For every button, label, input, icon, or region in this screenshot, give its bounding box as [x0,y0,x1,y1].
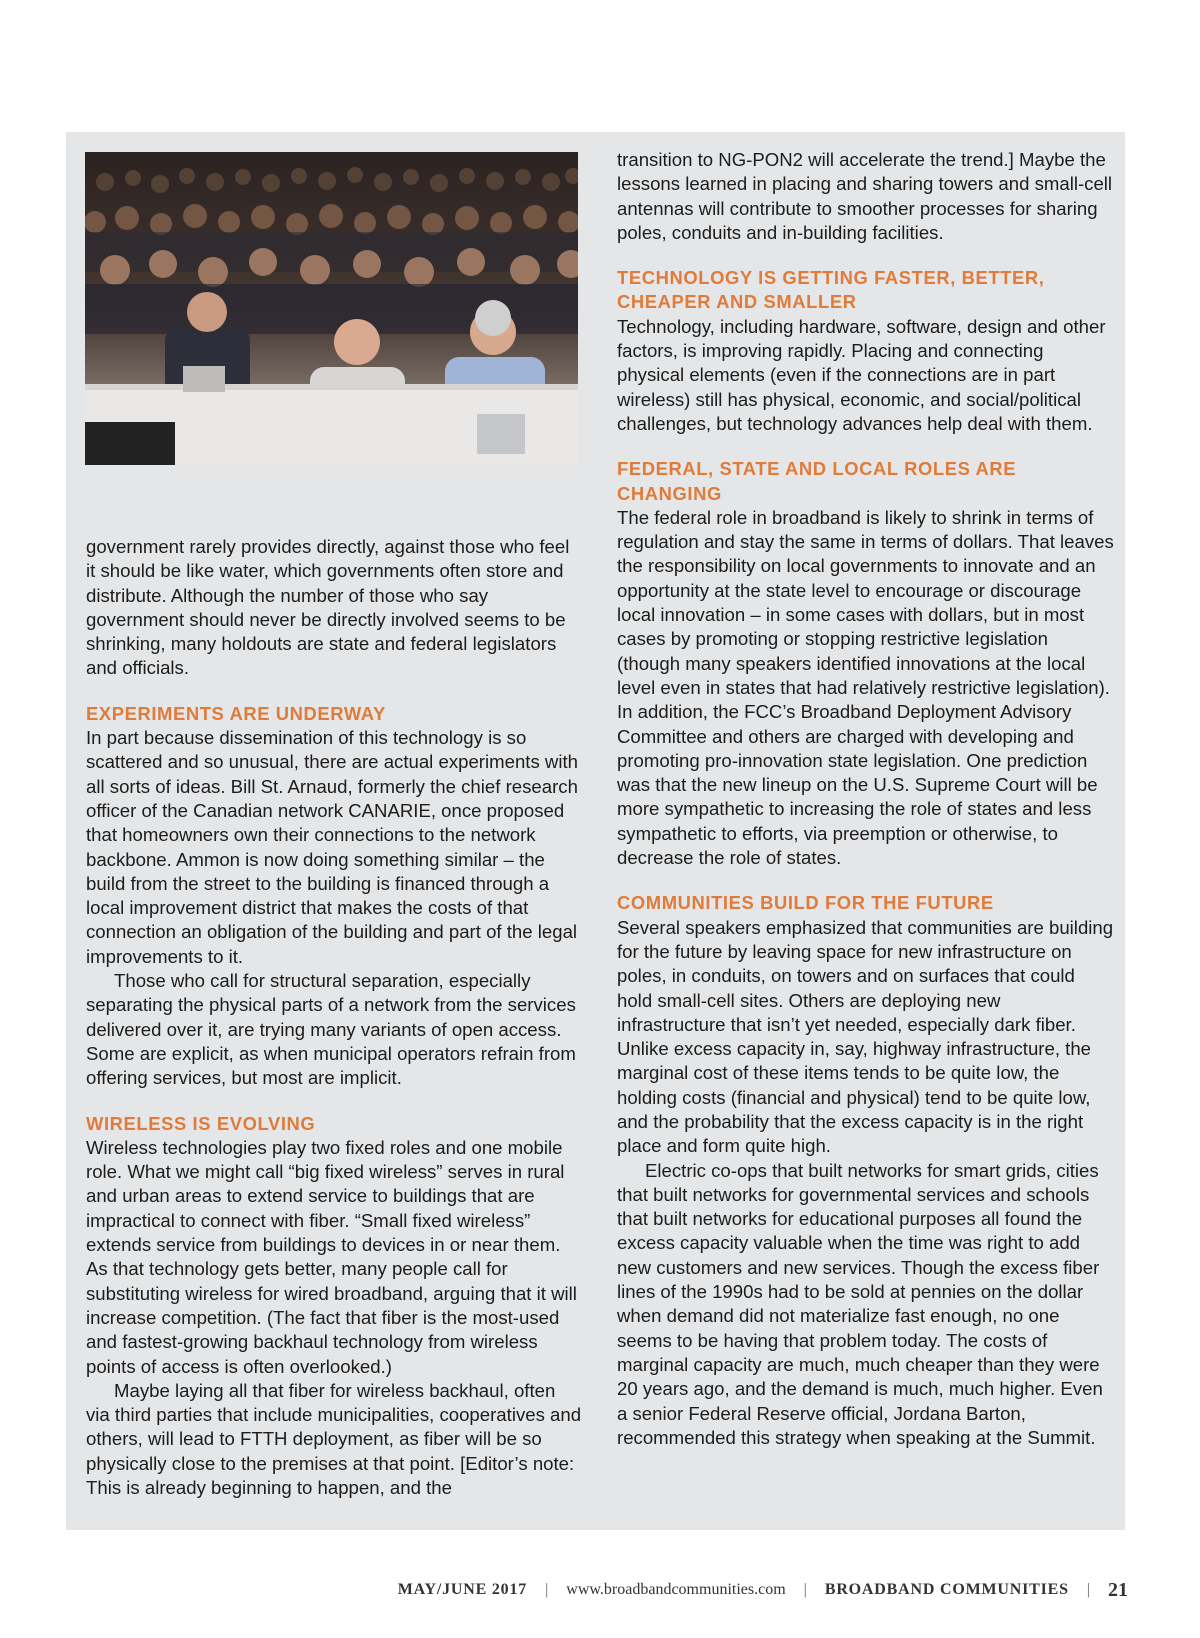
conference-audience-photo [85,152,578,465]
footer-separator: | [545,1581,549,1598]
issue-date: MAY/JUNE 2017 [397,1581,528,1598]
body-paragraph: Electric co-ops that built networks for smart grids, cities that built networks for governmental services and schools that built networks for educational purposes all found the excess capacity valuable when the time was right to add new customers and new services. Though the excess fiber lines of the 1990s had to be sold at pennies on the dollar when demand did not materialize fast enough, no one seems to be having that problem today. The costs of marginal capacity are much, much cheaper than they were 20 years ago, and the demand is much, much higher. Even a senior Federal Reserve official, Jordana Barton, recommended this strategy when speaking at the Summit. [617,1159,1103,1448]
body-paragraph: In part because dissemination of this technology is so scattered and so unusual, there are actual experiments with all sorts of ideas. Bill St. Arnaud, formerly the chief research officer of the Canadian network CANARIE, once proposed that homeowners own their connections to the network backbone. Ammon is now doing something similar – the build from the street to the building is financed through a local improvement district that makes the costs of that connection an obligation of the building and part of the legal improvements to it. [86,727,578,967]
section-heading: EXPERIMENTS ARE UNDERWAY [86,702,386,724]
body-paragraph: Wireless technologies play two fixed roles and one mobile role. What we might call “big fixed wireless” serves in rural and urban areas to extend service to buildings that are impractical to connect with fiber. “Small fixed wireless” extends service from buildings to devices in or near them. As that technology gets better, many people call for substituting wireless for wired broadband, arguing that it will increase competition. (The fact that fiber is the most-used and fastest-growing backhaul technology from wireless points of access is often overlooked.) [86,1136,577,1377]
section-heading: COMMUNITIES BUILD FOR THE FUTURE [617,892,994,914]
body-paragraph: transition to NG-PON2 will accelerate the trend.] Maybe the lessons learned in placing and sharing towers and small-cell antennas will contribute to smoother processes for sharing poles, conduits and in-building facilities. [617,149,1113,243]
page-footer [398,1575,1128,1605]
body-paragraph: Technology, including hardware, software, design and other factors, is improving rapidly. Placing and connecting physical elements (even if the connections are in part wireless) still has physical, economic, and social/political challenges, but technology advances help deal with them. [617,315,1106,434]
left-column [86,535,582,1500]
body-paragraph: Those who call for structural separation, especially separating the physical parts of a network from the services delivered over it, are trying many variants of open access. Some are explicit, as when municipal operators refrain from offering services, but most are implicit. [86,970,576,1089]
right-column [617,148,1114,1450]
website-link[interactable]: www.broadbandcommunities.com [566,1581,786,1598]
section-heading: FEDERAL, STATE AND LOCAL ROLES ARE CHANGING [617,458,1017,504]
body-paragraph: The federal role in broadband is likely to shrink in terms of regulation and stay the same in terms of dollars. That leaves the responsibility on local governments to innovate and an opportunity at the state level to encourage or discourage local innovation – in some cases with dollars, but in most cases by promoting or stopping restrictive legislation (though many speakers identified innovations at the local level even in states that had relatively restrictive legislation). In addition, the FCC’s Broadband Deployment Advisory Committee and others are charged with developing and promoting pro-innovation state legislation. One prediction was that the new lineup on the U.S. Supreme Court will be more sympathetic to increasing the role of states and less sympathetic to efforts, via preemption or otherwise, to decrease the role of states. [617,506,1114,869]
page-number: 21 [1108,1578,1128,1601]
body-paragraph: government rarely provides directly, against those who feel it should be like water, which governments often store and distribute. Although the number of those who say government should never be directly involved seems to be shrinking, many holdouts are state and federal legislators and officials. [86,536,570,679]
body-paragraph: Several speakers emphasized that communities are building for the future by leaving space for new infrastructure on poles, in conduits, on towers and on surfaces that could hold small-cell sites. Others are deploying new infrastructure that isn’t yet needed, especially dark fiber. Unlike excess capacity in, say, highway infrastructure, the marginal cost of these items tends to be quite low, the holding costs (financial and physical) tend to be quite low, and the probability that the excess capacity is in the right place and form quite high. [617,916,1114,1157]
footer-separator: | [1086,1581,1090,1598]
publication-name: BROADBAND COMMUNITIES [824,1581,1069,1598]
section-heading: WIRELESS IS EVOLVING [86,1112,316,1134]
body-paragraph: Maybe laying all that fiber for wireless backhaul, often via third parties that include municipalities, cooperatives and others, will lead to FTTH deployment, as fiber will be so physically close to the premises at that point. [Editor’s note: This is already beginning to happen, and the [86,1379,582,1498]
section-heading: TECHNOLOGY IS GETTING FASTER, BETTER, CHEAPER AND SMALLER [617,267,1045,313]
footer-separator: | [803,1581,807,1598]
